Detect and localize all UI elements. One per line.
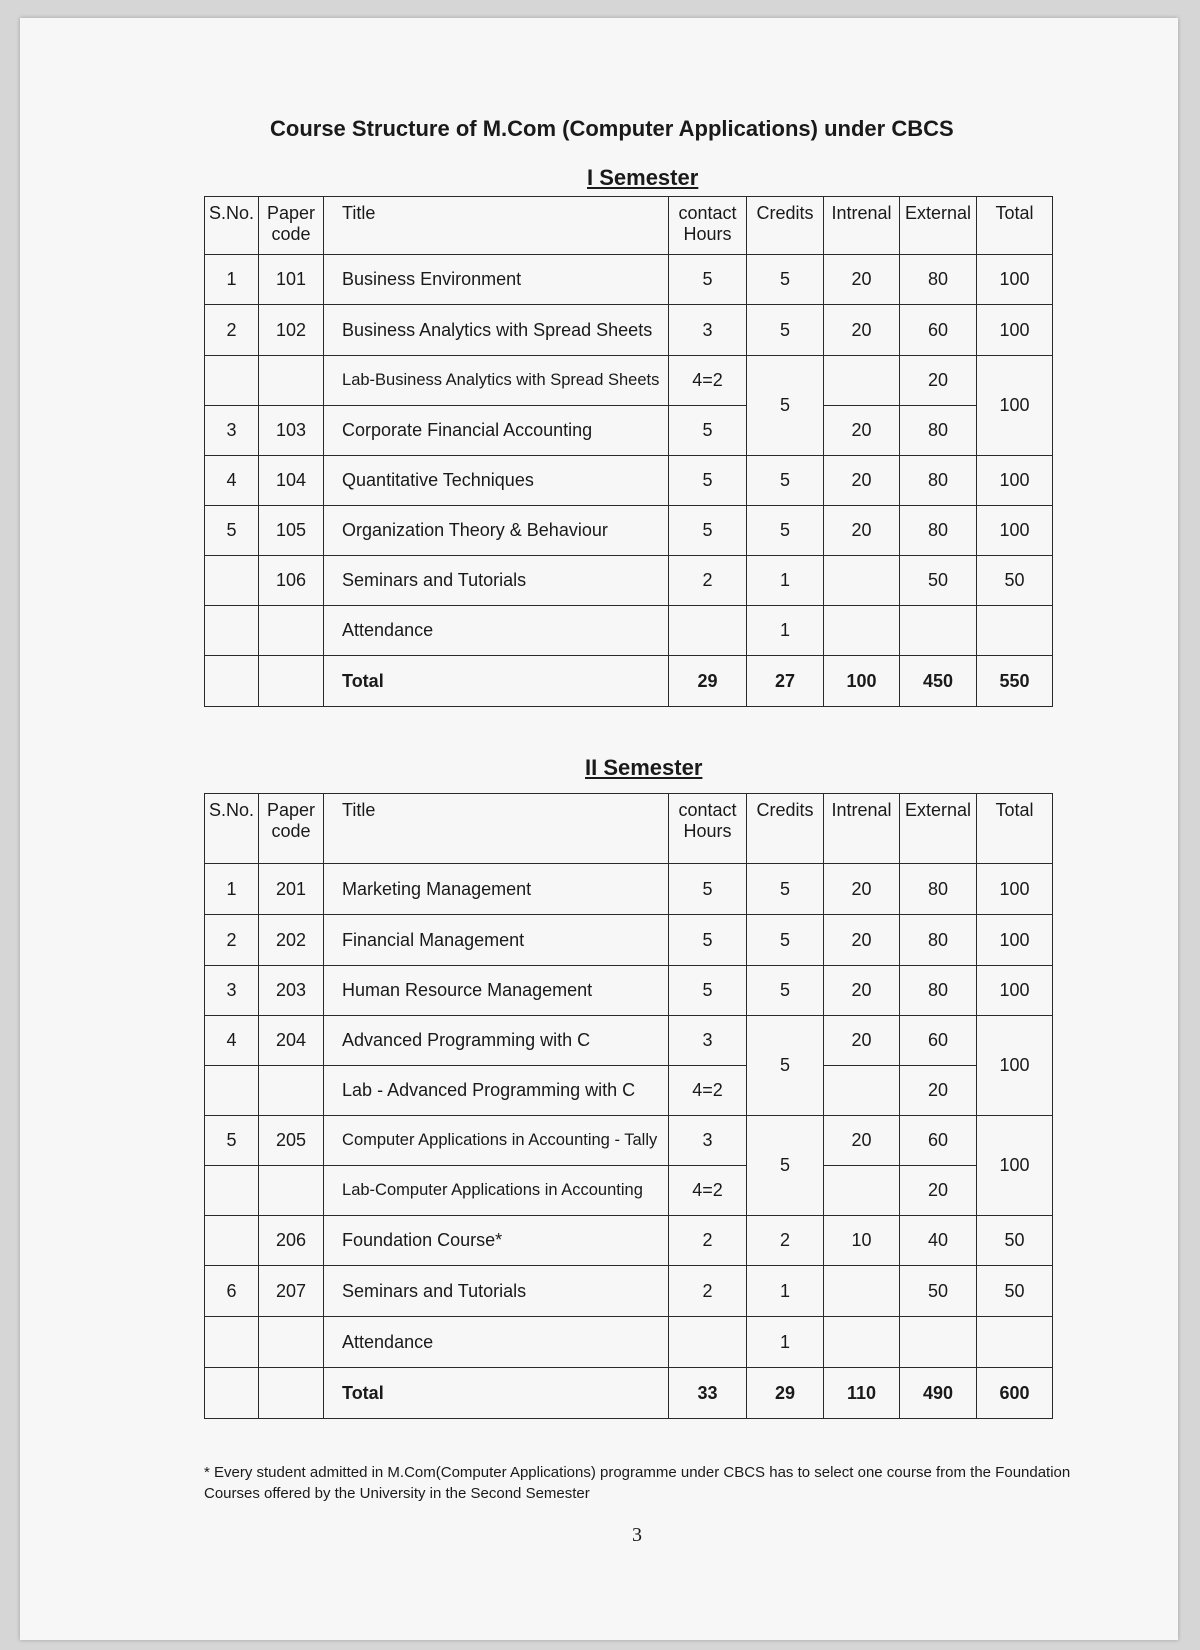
cell-total-merged: 100 [977,1016,1053,1116]
table-row [205,456,1053,506]
total-credits: 29 [747,1368,824,1419]
cell-external: 80 [900,506,977,556]
header-credits: Credits [747,197,824,255]
table-row [205,1216,1053,1266]
header-paper-code: Paper code [259,794,324,864]
cell-internal: 10 [824,1216,900,1266]
cell-external: 80 [900,864,977,915]
cell-sno: 5 [205,1116,259,1166]
cell-external: 20 [900,356,977,406]
table-row [205,406,1053,456]
cell-internal [824,1166,900,1216]
cell-hours [669,606,747,656]
cell-sno [205,1368,259,1419]
cell-internal: 20 [824,1116,900,1166]
cell-internal: 20 [824,406,900,456]
cell-code: 202 [259,915,324,966]
table-row [205,556,1053,606]
cell-hours: 5 [669,406,747,456]
cell-sno [205,1317,259,1368]
cell-code: 106 [259,556,324,606]
page-title: Course Structure of M.Com (Computer Applications) under CBCS [270,116,954,141]
semester-2-heading: II Semester [585,755,703,780]
cell-sno [205,656,259,707]
cell-internal [824,1066,900,1116]
table-row [205,915,1053,966]
cell-external [900,1317,977,1368]
cell-internal [824,606,900,656]
cell-internal: 20 [824,456,900,506]
cell-code [259,606,324,656]
cell-total: 100 [977,966,1053,1016]
cell-sno [205,356,259,406]
cell-credits-merged: 5 [747,1016,824,1116]
cell-title: Financial Management [324,915,669,966]
table-total-row [205,656,1053,707]
cell-credits: 1 [747,1317,824,1368]
header-title: Title [324,197,669,255]
cell-sno [205,1166,259,1216]
cell-sno: 6 [205,1266,259,1317]
cell-code [259,656,324,707]
cell-total-merged: 100 [977,1116,1053,1216]
total-hours: 33 [669,1368,747,1419]
total-internal: 100 [824,656,900,707]
cell-external: 50 [900,556,977,606]
total-total: 600 [977,1368,1053,1419]
cell-external: 80 [900,915,977,966]
table-row [205,506,1053,556]
cell-sno [205,556,259,606]
table-row [205,606,1053,656]
header-internal: Intrenal [824,197,900,255]
cell-hours: 2 [669,556,747,606]
cell-sno: 4 [205,456,259,506]
cell-code: 204 [259,1016,324,1066]
cell-internal [824,556,900,606]
cell-title: Seminars and Tutorials [324,556,669,606]
total-hours: 29 [669,656,747,707]
table-row [205,1166,1053,1216]
header-contact-hours: contact Hours [669,794,747,864]
cell-external: 20 [900,1066,977,1116]
cell-code [259,356,324,406]
cell-code [259,1066,324,1116]
header-contact-hours: contact Hours [669,197,747,255]
header-total: Total [977,794,1053,864]
header-sno: S.No. [205,197,259,255]
cell-external: 60 [900,305,977,356]
cell-hours: 5 [669,456,747,506]
cell-sno: 5 [205,506,259,556]
cell-hours: 2 [669,1216,747,1266]
cell-total: 50 [977,556,1053,606]
table-row [205,1116,1053,1166]
cell-external: 50 [900,1266,977,1317]
cell-sno: 1 [205,864,259,915]
cell-hours: 5 [669,966,747,1016]
header-title: Title [324,794,669,864]
cell-hours: 2 [669,1266,747,1317]
cell-sno [205,1216,259,1266]
cell-hours: 3 [669,1116,747,1166]
cell-total: 100 [977,915,1053,966]
cell-code [259,1166,324,1216]
cell-title: Human Resource Management [324,966,669,1016]
cell-credits: 5 [747,255,824,305]
cell-total [977,1317,1053,1368]
table-header-row [205,197,1053,255]
cell-total: 50 [977,1216,1053,1266]
cell-hours: 5 [669,506,747,556]
header-sno: S.No. [205,794,259,864]
cell-code: 104 [259,456,324,506]
page-number: 3 [632,1524,642,1546]
cell-external: 80 [900,406,977,456]
cell-internal: 20 [824,1016,900,1066]
header-total: Total [977,197,1053,255]
cell-code: 102 [259,305,324,356]
cell-total: 100 [977,506,1053,556]
cell-hours: 4=2 [669,1166,747,1216]
cell-hours: 4=2 [669,1066,747,1116]
total-internal: 110 [824,1368,900,1419]
cell-internal: 20 [824,255,900,305]
cell-sno: 2 [205,915,259,966]
semester-1-table [204,196,1053,707]
cell-sno: 3 [205,966,259,1016]
cell-internal: 20 [824,305,900,356]
cell-total: 100 [977,456,1053,506]
cell-code [259,1368,324,1419]
cell-sno: 4 [205,1016,259,1066]
table-row [205,305,1053,356]
cell-title: Quantitative Techniques [324,456,669,506]
semester-1-heading: I Semester [587,165,699,190]
cell-total: 100 [977,864,1053,915]
cell-code: 207 [259,1266,324,1317]
total-external: 450 [900,656,977,707]
cell-internal [824,356,900,406]
total-external: 490 [900,1368,977,1419]
cell-external: 60 [900,1116,977,1166]
cell-credits: 5 [747,864,824,915]
cell-credits: 5 [747,915,824,966]
table-total-row [205,1368,1053,1419]
cell-code: 201 [259,864,324,915]
cell-total: 100 [977,255,1053,305]
cell-title: Foundation Course* [324,1216,669,1266]
cell-external [900,606,977,656]
table-row [205,1266,1053,1317]
cell-internal [824,1317,900,1368]
cell-sno [205,1066,259,1116]
table-header-row [205,794,1053,864]
total-credits: 27 [747,656,824,707]
total-total: 550 [977,656,1053,707]
cell-internal: 20 [824,506,900,556]
cell-external: 80 [900,255,977,305]
cell-code: 103 [259,406,324,456]
cell-external: 40 [900,1216,977,1266]
cell-credits: 5 [747,456,824,506]
cell-title: Lab-Computer Applications in Accounting [324,1166,669,1216]
cell-credits: 2 [747,1216,824,1266]
header-external: External [900,197,977,255]
table-row [205,966,1053,1016]
header-credits: Credits [747,794,824,864]
cell-sno [205,606,259,656]
table-row [205,864,1053,915]
cell-internal [824,1266,900,1317]
total-label: Total [324,1368,669,1419]
cell-credits: 1 [747,1266,824,1317]
header-internal: Intrenal [824,794,900,864]
header-paper-code: Paper code [259,197,324,255]
cell-hours: 3 [669,305,747,356]
cell-title: Business Analytics with Spread Sheets [324,305,669,356]
cell-hours: 5 [669,864,747,915]
cell-code: 101 [259,255,324,305]
cell-title: Attendance [324,1317,669,1368]
cell-hours: 4=2 [669,356,747,406]
cell-title: Seminars and Tutorials [324,1266,669,1317]
table-row [205,255,1053,305]
cell-title: Organization Theory & Behaviour [324,506,669,556]
table-row [205,1317,1053,1368]
cell-title: Marketing Management [324,864,669,915]
cell-title: Advanced Programming with C [324,1016,669,1066]
cell-internal: 20 [824,966,900,1016]
cell-hours: 5 [669,915,747,966]
table-row [205,1016,1053,1066]
cell-code: 203 [259,966,324,1016]
header-external: External [900,794,977,864]
cell-credits: 5 [747,966,824,1016]
cell-internal: 20 [824,915,900,966]
cell-credits: 1 [747,606,824,656]
cell-code: 206 [259,1216,324,1266]
cell-sno: 3 [205,406,259,456]
cell-credits-merged: 5 [747,1116,824,1216]
cell-total: 50 [977,1266,1053,1317]
cell-total-merged: 100 [977,356,1053,456]
cell-title: Business Environment [324,255,669,305]
cell-external: 80 [900,456,977,506]
cell-credits: 5 [747,506,824,556]
cell-hours: 3 [669,1016,747,1066]
cell-title: Attendance [324,606,669,656]
cell-external: 20 [900,1166,977,1216]
document-page [20,18,1178,1640]
semester-2-table [204,793,1053,1419]
cell-hours: 5 [669,255,747,305]
cell-external: 60 [900,1016,977,1066]
cell-code: 205 [259,1116,324,1166]
cell-internal: 20 [824,864,900,915]
table-row [205,1066,1053,1116]
table-row [205,356,1053,406]
cell-title: Computer Applications in Accounting - Tally [324,1116,669,1166]
total-label: Total [324,656,669,707]
cell-hours [669,1317,747,1368]
cell-code [259,1317,324,1368]
footnote: * Every student admitted in M.Com(Computer Applications) programme under CBCS has to select one course from the Foundation Courses offered by the University in the Second Semester [204,1464,1071,1502]
cell-title: Lab - Advanced Programming with C [324,1066,669,1116]
cell-title: Corporate Financial Accounting [324,406,669,456]
cell-sno: 2 [205,305,259,356]
cell-credits: 5 [747,305,824,356]
cell-external: 80 [900,966,977,1016]
cell-title: Lab-Business Analytics with Spread Sheets [324,356,669,406]
cell-credits: 1 [747,556,824,606]
cell-credits-merged: 5 [747,356,824,456]
cell-code: 105 [259,506,324,556]
cell-total [977,606,1053,656]
cell-total: 100 [977,305,1053,356]
cell-sno: 1 [205,255,259,305]
